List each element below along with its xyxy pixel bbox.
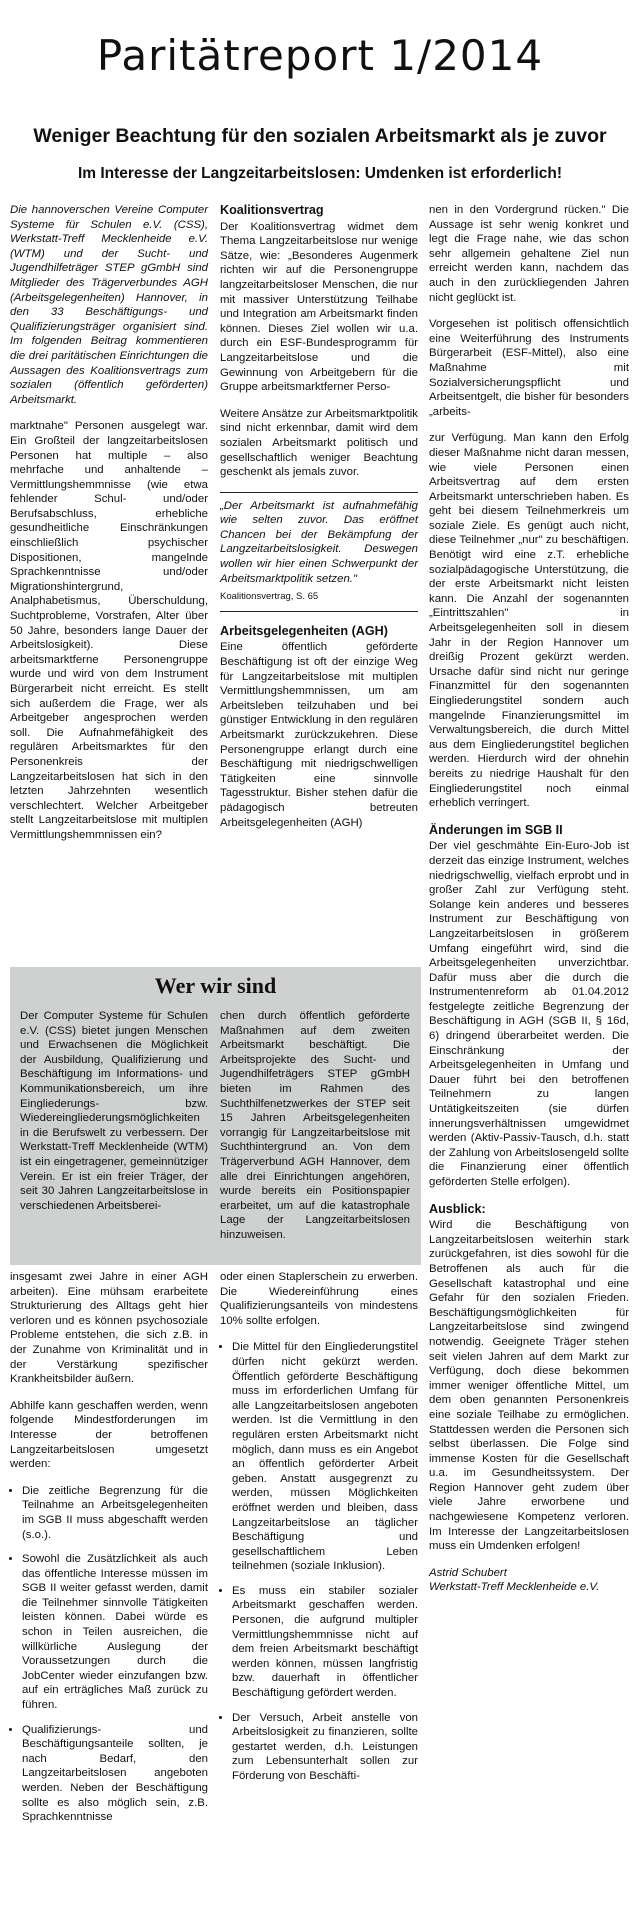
section-heading-koalitionsvertrag: Koalitionsvertrag (220, 203, 324, 217)
signature-name: Astrid Schubert (429, 1566, 507, 1579)
paragraph: Der Koalitionsvertrag widmet dem Thema Langzeitarbeitslose nur wenige Sätze, wie: „Besonderes Augenmerk richten wir auf die Personengruppe langzeitarbeitsloser Menschen, die nur mit massiver Unterstützung Teilhabe und Integration am Arbeitsmarkt finden können. Dieses Ziel wollen wir u.a. durch ein ESF-Bundesprogramm für Langzeitarbeitslose und die Gewinnung von Arbeitgebern für die Gruppe arbeitsmarktferner Perso- (220, 220, 418, 394)
info-box-title: Wer wir sind (154, 973, 277, 998)
section-heading-sgb: Änderungen im SGB II (429, 822, 563, 837)
paragraph: Eine öffentlich geförderte Beschäftigung ist oft der einzige Weg für Langzeitarbeitslose mit multiplen Vermittlungshemmnissen, um am Arbeitsleben teilzuhaben und bei günstiger Entwicklung in den regulären Arbeitsmarkt zurückzukehren. Diese Personengruppe erlangt durch eine Beschäftigung mit niedrigschwelligen Tätigkeiten eine sinnvolle Tagesstruktur. Bisher stehen dafür die pädagogisch betreuten Arbeitsgelegenheiten (AGH) (220, 641, 418, 829)
section-heading-agh: Arbeitsgelegenheiten (AGH) (220, 623, 388, 638)
subheadline: Im Interesse der Langzeitarbeitslosen: Umdenken ist erforderlich! (77, 165, 563, 182)
paragraph: Abhilfe kann geschaffen werden, wenn folgende Mindestforderungen im Interesse der betroffenen Langzeitarbeitslosen umgesetzt werden: (10, 1399, 208, 1471)
list-item: • Qualifizierungs- und Beschäftigungsanteile sollten, je nach Bedarf, den Langzeitarbeitslosen angeboten werden. Neben der Beschäftigung sollte es also möglich sein, z.B. Sprachkenntnisse (22, 1723, 208, 1825)
paragraph: Wird die Beschäftigung von Langzeitarbeitslosen weiterhin stark zurückgefahren, ist dies sowohl für die Betroffenen als auch für die Gesellschaft katastrophal und eine Gefahr für den sozialen Frieden. Beschäftigungsmöglichkeiten für Langzeitarbeitslose sind zwingend notwendig. Geeignete Träger stehen seit vielen Jahren auf dem Markt zur Verfügung, doch diese bekommen immer weniger öffentliche Mittel, um dem oben genannten Personenkreis eine soziale Teilhabe zu ermöglichen. Stattdessen werden die Personen sich selbst überlassen. Die Folge sind immense Kosten für die Gesellschaft u.a. im Gesundheitssystem. Der Region Hannover geht zudem über viele Jahre erworbene und nachgewiesene Kompetenz verloren. Im Interesse der Langzeitarbeitslosen muss ein Umdenken erfolgen! (429, 1219, 629, 1553)
paragraph: Weitere Ansätze zur Arbeitsmarktpolitik sind nicht erkennbar, damit wird dem sozialen Arbeitsmarkt politisch und gesellschaftlich weniger Beachtung geschenkt als jemals zuvor. (220, 407, 418, 479)
paragraph: nen in den Vordergrund rücken." Die Aussage ist sehr wenig konkret und legt die Frage nahe, wie das schon sehr allgemein gehaltene Ziel nun erreicht werden kann, nachdem das auch in den zurückliegenden Jahren nicht geglückt ist. (429, 204, 629, 304)
paragraph: insgesamt zwei Jahre in einer AGH arbeiten). Eine mühsam erarbeitete Strukturierung des Alltags geht hier verloren und es können psychosoziale Probleme entstehen, die sich z.B. in der Zunahme von Kriminalität und in der Verstärkung spezifischer Krankheitsbilder äußern. (10, 1271, 208, 1386)
list-item: • Die zeitliche Begrenzung für die Teilnahme an Arbeitsgelegenheiten im SGB II muss abgeschafft werden (s.o.). (22, 1484, 208, 1542)
list-item: • Sowohl die Zusätzlichkeit als auch das öffentliche Interesse müssen im SGB II weiter gefasst werden, damit die Teilnehmer sinnvolle Tätigkeiten leisten können. Dabei würde es schon in Teilen ausreichen, die willkürliche Auslegung der Voraussetzungen durch die JobCenter wieder einzufangen bzw. auf ein erträgliches Maß zurück zu führen. (22, 1552, 208, 1713)
paragraph: Der viel geschmähte Ein-Euro-Job ist derzeit das einzige Instrument, welches niedrigschwellig, vielfach erprobt und in großer Zahl zur Verfügung steht. Solange kein anderes und besseres Instrument zur Beschäftigung von Langzeitarbeitslosen in größerem Umfang eingeführt wird, sind die Arbeitsgelegenheiten unverzichtbar. Dafür muss aber die durch die Instrumentenreform ab 01.04.2012 festgelegte zeitliche Begrenzung der Beschäftigung in AGH (SGB II, § 16d, 6) dringend überarbeitet werden. Die Einschränkung der Arbeitsgelegenheiten in Umfang und Dauer führt bei den betroffenen Teilnehmern zu langen Untätigkeitszeiten (sie dürfen innerungsverhältnissen umgewidmet werden (Aktiv-Passiv-Tausch, d.h. statt der Zahlung von Arbeitslosengeld sollte die Finanzierung einer öffentlich geförderten Stelle erfolgen). (429, 840, 629, 1188)
intro-paragraph: Die hannoverschen Vereine Computer Systeme für Schulen e.V. (CSS), Werkstatt-Treff Mecklenheide e.V. (WTM) und der Sucht- und Jugendhilfeträger STEP gGmbH sind Mitglieder des Trägerverbundes AGH (Arbeitsgelegenheiten) Hannover, in den 33 Beschäftigungs- und Qualifizierungsträger organisiert sind. Im folgenden Beitrag kommentieren die drei paritätischen Einrichtungen die Aussagen des Koalitionsvertrags zum sozialen (öffentlich geförderten) Arbeitsmarkt. (10, 204, 208, 406)
list-item: • Der Versuch, Arbeit anstelle von Arbeitslosigkeit zu finanzieren, sollte gestartet werden, d.h. Leistungen zum Lebensunterhalt sollen zur Förderung von Beschäfti- (232, 1711, 418, 1784)
column-lower-middle (220, 1270, 418, 1794)
quote-source: Koalitionsvertrag, S. 65 (220, 591, 319, 603)
demands-list (10, 1484, 208, 1825)
column-right (429, 203, 629, 1595)
paragraph: zur Verfügung. Man kann den Erfolg dieser Maßnahme nicht daran messen, wie viele Personen einen Arbeitsvertrag auf dem ersten Arbeitsmarkt unterschrieben haben. Es geht bei diesem Teilnehmerkreis um soziale Ziele. Es genügt auch nicht, diese Teilnehmer „nur" zu beschäftigen. Benötigt wird eine z.T. erhebliche sozialpädagogische Unterstützung, die der erste Arbeitsmarkt nicht leisten kann. Die Anzahl der sogenannten „Eintrittszahlen" in Arbeitsgelegenheiten soll in diesem Jahr in der Region Hannover um dreißig Prozent gekürzt werden. Ursache dafür sind nicht nur geringe Finanzmittel für den sogenannten Eingliederungstitel sondern auch mangelnde Finanzierungsmittel im Verwaltungsbereich, die durch Mittel aus dem Eingliederungstitel beglichen werden. Hierdurch wird der ohnehin bereits zu niedrige Haushalt für den Eingliederungstitel noch einmal erheblich verringert. (429, 432, 629, 810)
list-item: • Die Mittel für den Eingliederungstitel dürfen nicht gekürzt werden. Öffentlich geförderte Beschäftigung muss im erforderlichen Umfang für alle Langzeitarbeitslosen angeboten werden. Ist die Vermittlung in den regulären ersten Arbeitsmarkt nicht möglich, dann muss es ein Angebot an öffentlich geförderter Arbeit geben. Anstatt ausgegrenzt zu werden, müssen Möglichkeiten eröffnet werden und bleiben, dass Langzeitarbeitslose an täglicher Beschäftigung und gesellschaftlichem Leben teilnehmen (soziale Inklusion). (232, 1340, 418, 1574)
column-middle (220, 203, 418, 842)
info-box-left: Der Computer Systeme für Schulen e.V. (CSS) bietet jungen Menschen und Erwachsenen die Möglichkeit der Ausbildung, Qualifizierung und Beschäftigung im Informations- und Kommunikationsbereich, um ihre Eingliederungs- bzw. Wiedereingliederungsmöglichkeiten in die Berufswelt zu verbessern. Der Werkstatt-Treff Mecklenheide (WTM) ist ein eingetragener, gemeinnütziger Verein. Er ist ein freier Träger, der seit 30 Jahren Langzeitarbeitslose in verschiedenen Arbeitsberei- (20, 1010, 208, 1212)
column-lower-left (10, 1270, 208, 1835)
info-box-right: chen durch öffentlich geförderte Maßnahmen auf dem zweiten Arbeitsmarkt beschäftigt. Die Arbeitsprojekte des Sucht- und Jugendhilfeträgers STEP gGmbH bieten im Rahmen des Suchthilfenetzwerkes der STEP seit 15 Jahren Arbeitsgelegenheiten vorrangig für Langzeitarbeitslose mit Suchthintergrund an. Von dem Trägerverbund AGH Hannover, dem alle drei Einrichtungen angehören, wurde bereits ein Positionspapier erarbeitet, um auf die katastrophale Lage der Langzeitarbeitslosen hinzuweisen. (220, 1010, 410, 1241)
signature-org: Werkstatt-Treff Mecklenheide e.V. (429, 1581, 600, 1594)
paragraph: oder einen Staplerschein zu erwerben. Die Wiedereinführung eines Qualifizierungsanteils von mindestens 10% sollte erfolgen. (220, 1271, 418, 1327)
demands-list (220, 1340, 418, 1783)
column-left (10, 203, 208, 855)
paragraph: marktnahe" Personen ausgelegt war. Ein Großteil der langzeitarbeitslosen Personen hat multiple – also mehrfache und anhaltende – Vermittlungshemmnisse (wie etwa fehlender Schul- und/oder Berufsabschluss, erhebliche gesundheitliche Einschränkungen einschließlich psychischer Dispositionen, mangelnde Sprachkenntnisse und/oder Migrationshintergrund, Analphabetismus, Überschuldung, Suchtprobleme, Vorstrafen, Alter über 50 Jahre, besonders lange Dauer der Arbeitslosigkeit). Diese arbeitsmarktferne Personengruppe wurde und wird von dem Instrument Bürgerarbeit nicht erreicht. Es stellt sich außerdem die Frage, wer als Arbeitgeber angesprochen werden soll. Die Aufnahmefähigkeit des regulären Arbeitsmarktes für den Personenkreis der Langzeitarbeitslosen hat sich in den letzten Jahrzehnten wesentlich verschlechtert. Welcher Arbeitgeber stellt Langzeitarbeitslose mit multiplen Vermittlungshemmnissen ein? (10, 420, 208, 841)
report-banner: Paritätreport 1/2014 (96, 30, 544, 80)
headline: Weniger Beachtung für den sozialen Arbeitsmarkt als je zuvor (33, 125, 607, 147)
info-box (10, 967, 421, 1265)
paragraph: Vorgesehen ist politisch offensichtlich eine Weiterführung des Instruments Bürgerarbeit (ESF-Mittel), also eine Maßnahme mit Sozialversicherungspflicht und Arbeitsentgelt, die bisher für besonders „arbeits- (429, 318, 629, 418)
list-item: • Es muss ein stabiler sozialer Arbeitsmarkt geschaffen werden. Personen, die aufgrund multipler Vermittlungshemmnisse nicht auf dem freien Arbeitsmarkt beschäftigt werden können, müssen langfristig bzw. dauerhaft in öffentlicher Beschäftigung gefördert werden. (232, 1584, 418, 1701)
pull-quote (220, 492, 418, 612)
section-heading-ausblick: Ausblick: (429, 1201, 486, 1216)
quote-text: „Der Arbeitsmarkt ist aufnahmefähig wie selten zuvor. Das eröffnet Chancen bei der Bekämpfung der Langzeitarbeitslosigkeit. Deswegen wollen wir hier einen Schwerpunkt der Arbeitsmarktpolitik setzen." (220, 499, 418, 585)
